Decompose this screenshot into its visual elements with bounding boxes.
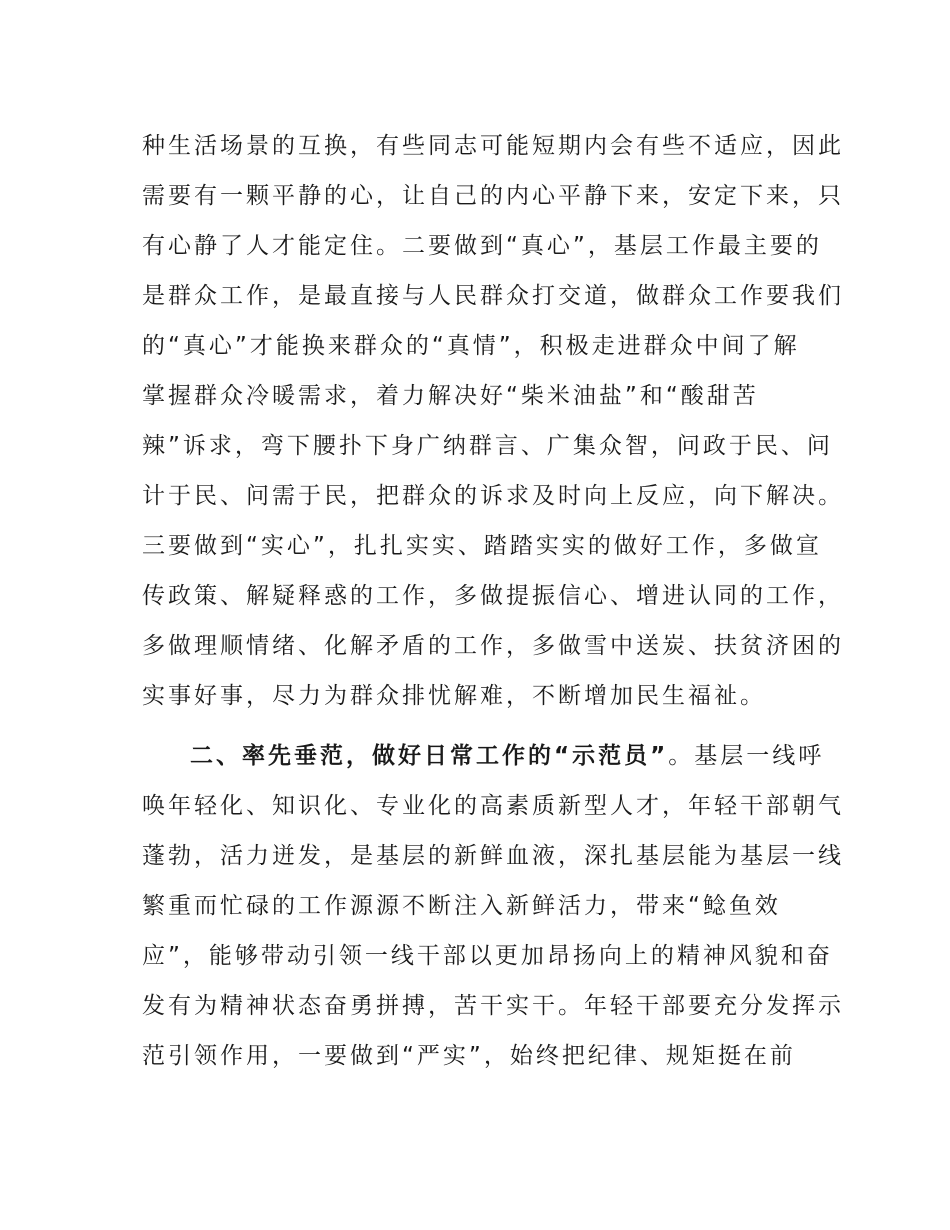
paragraph-line: 掌握群众冷暖需求，着力解决好“柴米油盐”和“酸甜苦 <box>142 383 759 409</box>
paragraph-line: 蓬勃，活力迸发，是基层的新鲜血液，深扎基层能为基层一线 <box>142 843 844 869</box>
continued-paragraph <box>142 121 844 721</box>
paragraph-line: 繁重而忙碌的工作源源不断注入新鲜活力，带来“鲶鱼效 <box>142 893 781 919</box>
paragraph-line: 辣”诉求，弯下腰扑下身广纳群言、广集众智，问政于民、问 <box>142 433 833 459</box>
paragraph-line: 范引领作用，一要做到“严实”，始终把纪律、规矩挺在前 <box>142 1043 796 1069</box>
section-heading-line <box>142 731 825 781</box>
section-heading-rest: 。基层一线呼 <box>668 743 825 769</box>
paragraph-line: 传政策、解疑释惑的工作，多做提振信心、增进认同的工作， <box>142 583 844 609</box>
paragraph-line: 种生活场景的互换，有些同志可能短期内会有些不适应，因此 <box>142 133 844 159</box>
paragraph-line: 需要有一颗平静的心，让自己的内心平静下来，安定下来，只 <box>142 183 844 209</box>
paragraph-line: 有心静了人才能定住。二要做到“真心”，基层工作最主要的 <box>142 233 822 259</box>
paragraph-line: 三要做到“实心”，扎扎实实、踏踏实实的做好工作，多做宣 <box>142 533 822 559</box>
paragraph-line: 是群众工作，是最直接与人民群众打交道，做群众工作要我们 <box>142 283 844 309</box>
paragraph-line: 应”，能够带动引领一线干部以更加昂扬向上的精神风貌和奋 <box>142 943 833 969</box>
section-two-paragraph <box>142 731 844 1081</box>
section-heading: 二、率先垂范，做好日常工作的“示范员” <box>190 743 669 769</box>
paragraph-line: 的“真心”才能换来群众的“真情”，积极走进群众中间了解 <box>142 333 800 359</box>
paragraph-line: 发有为精神状态奋勇拼搏，苦干实干。年轻干部要充分发挥示 <box>142 993 844 1019</box>
paragraph-line: 实事好事，尽力为群众排忧解难，不断增加民生福祉。 <box>142 683 766 709</box>
paragraph-line: 唤年轻化、知识化、专业化的高素质新型人才，年轻干部朝气 <box>142 793 844 819</box>
paragraph-line: 多做理顺情绪、化解矛盾的工作，多做雪中送炭、扶贫济困的 <box>142 633 844 659</box>
paragraph-line: 计于民、问需于民，把群众的诉求及时向上反应，向下解决。 <box>142 483 844 509</box>
